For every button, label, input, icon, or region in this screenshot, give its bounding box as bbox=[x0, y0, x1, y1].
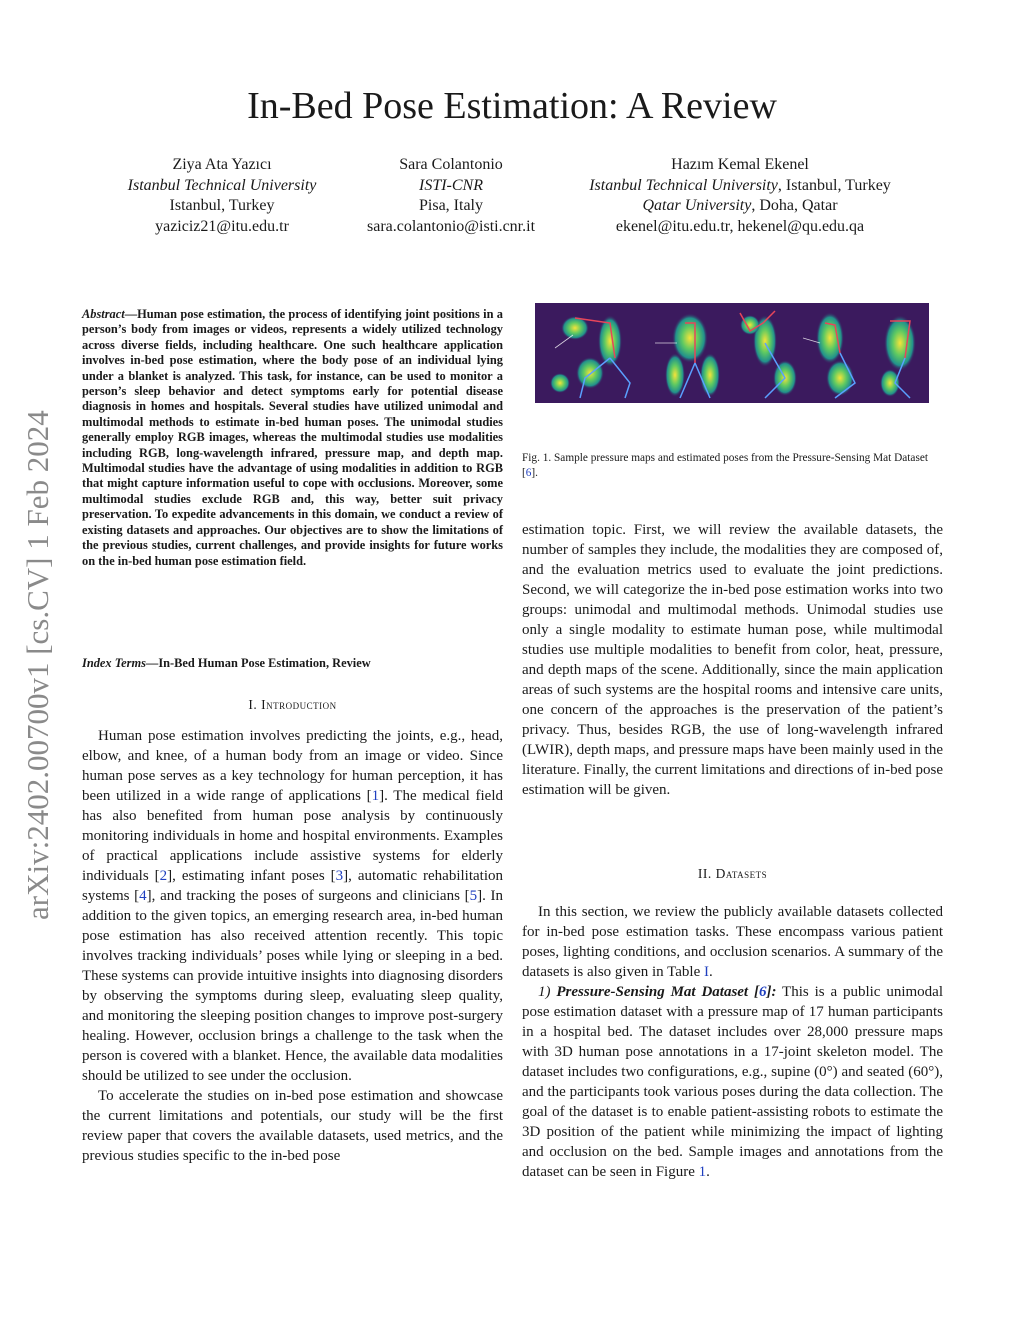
abstract-lead: Abstract bbox=[82, 307, 125, 321]
author-affiliation-2: Qatar University, Doha, Qatar bbox=[642, 197, 838, 214]
left-column bbox=[82, 726, 503, 1166]
abstract bbox=[82, 307, 503, 569]
figure-caption: Fig. 1. Sample pressure maps and estimated poses from the Pressure-Sensing Mat Dataset [6]. bbox=[522, 452, 928, 479]
author-1 bbox=[122, 155, 322, 237]
table-link[interactable]: I bbox=[703, 964, 709, 980]
citation-link[interactable]: 6 bbox=[525, 467, 532, 479]
right-column bbox=[522, 520, 943, 800]
author-email[interactable]: sara.colantonio@isti.cnr.it bbox=[366, 217, 536, 235]
datasets-paragraph-1: In this section, we review the publicly available datasets collected for in-bed pose estimation tasks. These encompass various patient poses, lighting conditions, and occlusion scenarios. A summary of the datasets is also given in Table I. bbox=[522, 904, 943, 980]
citation-link[interactable]: 4 bbox=[139, 888, 147, 904]
citation-link[interactable]: 5 bbox=[469, 888, 478, 904]
pressure-map-image bbox=[535, 303, 929, 403]
author-email[interactable]: ekenel@itu.edu.tr, hekenel@qu.edu.qa bbox=[615, 217, 865, 235]
citation-link[interactable]: 1 bbox=[371, 788, 380, 804]
index-terms: Index Terms—In-Bed Human Pose Estimation, Review bbox=[82, 656, 371, 670]
author-affiliation: Istanbul Technical University bbox=[127, 176, 317, 194]
arxiv-stamp: arXiv:2402.00700v1 [cs.CV] 1 Feb 2024 bbox=[20, 410, 55, 920]
intro-paragraph-1: Human pose estimation involves predicting the joints, e.g., head, elbow, and knee, of a human body from an image or video. Since human pose serves as a key technology for human perception, it has been utilized in a wide range of applications [1]. The medical field has also benefited from human pose analysis by continuously monitoring individuals in home and hospital environments. Examples of practical applications include assistive systems for elderly individuals [2], estimating infant poses [3], automatic rehabilitation systems [4], and tracking the poses of surgeons and clinicians [5]. In addition to the given topics, an emerging research area, in-bed human pose estimation has also received attention recently. This topic involves tracking individuals’ poses while lying or sleeping in a bed. These systems can provide intuitive insights into diagnosing disorders by observing the symptoms during sleep, evaluating sleep quality, and monitoring the sleeping position changes to improve post-surgery healing. However, occlusion brings a challenge to the task when the person is covered with a blanket. Hence, the available data modalities should be utilized to see under the occlusion. bbox=[82, 728, 503, 1084]
citation-link[interactable]: 2 bbox=[159, 868, 168, 884]
author-email[interactable]: yaziciz21@itu.edu.tr bbox=[155, 217, 289, 235]
paper-title: In-Bed Pose Estimation: A Review bbox=[247, 85, 777, 127]
section-heading-introduction: I. Introduction bbox=[248, 697, 337, 712]
author-name: Hazım Kemal Ekenel bbox=[671, 156, 809, 173]
dataset-entry-pressure-mat: 1) Pressure-Sensing Mat Dataset [6]: This is a public unimodal pose estimation dataset with a pressure map of 17 human participants in a hospital bed. The dataset includes over 28,000 pressure maps with 3D human pose annotations in a 17-joint skeleton model. The dataset includes two configurations, e.g., supine (0°) and seated (60°), and the participants took various poses during the data collection. The goal of the dataset is to enable patient-assisting robots to estimate the 3D position of the patient while minimizing the impact of lighting and occlusion on the bed. Sample images and annotations from the dataset can be seen in Figure 1. bbox=[522, 984, 943, 1180]
author-affiliation-1: Istanbul Technical University, Istanbul, Turkey bbox=[589, 176, 891, 194]
author-name: Sara Colantonio bbox=[399, 156, 503, 173]
citation-link[interactable]: 3 bbox=[335, 868, 344, 884]
section-heading-datasets: II. Datasets bbox=[697, 866, 768, 881]
abstract-text: —Human pose estimation, the process of identifying joint positions in a person’s body from images or videos, represents a widely utilized technology across diverse fields, including healthcare. One such healthcare application involves in-bed pose estimation, where the body pose of an individual lying under a blanket is analyzed. This task, for instance, can be used to monitor a person’s sleep behavior and detect symptoms early for potential disease diagnosis in homes and hospitals. Several studies have utilized unimodal and multimodal methods to estimate in-bed human poses. The unimodal studies generally employ RGB images, whereas the multimodal studies use modalities including RGB, long-wavelength infrared, pressure map, and depth map. Multimodal studies have the advantage of using modalities in addition to RGB that might capture information useful to cope with occlusions. Moreover, some multimodal studies exclude RGB and, this way, better suit privacy preservation. To expedite advancements in this domain, we conduct a review of existing datasets and approaches. Our objectives are to show the limitations of the previous studies, current challenges, and provide insights for future works on the in-bed human pose estimation field. bbox=[82, 307, 503, 568]
intro-continued-paragraph: estimation topic. First, we will review the available datasets, the number of samples they include, the modalities they are composed of, and the evaluation metrics used to evaluate the joint predictions. Second, we will categorize the in-bed pose estimation works into two groups: unimodal and multimodal methods. Unimodal studies use only a single modality to estimate human pose, while multimodal studies use multiple modalities to benefit from color, heat, pressure, and depth maps of the scene. Additionally, since the main application areas of such systems are the hospital rooms and intensive care units, one concern of the approaches is the preservation of the patient’s privacy. Thus, besides RGB, the use of long-wavelength infrared (LWIR), depth maps, and pressure maps have been mainly used in the literature. Finally, the current limitations and directions of in-bed pose estimation will be given. bbox=[522, 522, 943, 798]
author-name: Ziya Ata Yazıcı bbox=[172, 156, 272, 173]
author-3 bbox=[560, 155, 920, 237]
citation-link[interactable]: 6 bbox=[758, 984, 767, 1000]
author-affiliation: ISTI-CNR bbox=[419, 176, 483, 194]
figure-link[interactable]: 1 bbox=[698, 1164, 707, 1180]
figure-pressure-maps bbox=[535, 303, 929, 403]
intro-paragraph-2: To accelerate the studies on in-bed pose estimation and showcase the current limitations and potentials, our study will be the first review paper that covers the available datasets, used metrics, and the previous studies specific to the in-bed pose bbox=[82, 1088, 503, 1164]
author-location: Pisa, Italy bbox=[419, 197, 483, 214]
author-location: Istanbul, Turkey bbox=[169, 197, 275, 214]
author-2 bbox=[351, 155, 551, 237]
datasets-body bbox=[522, 902, 943, 1182]
